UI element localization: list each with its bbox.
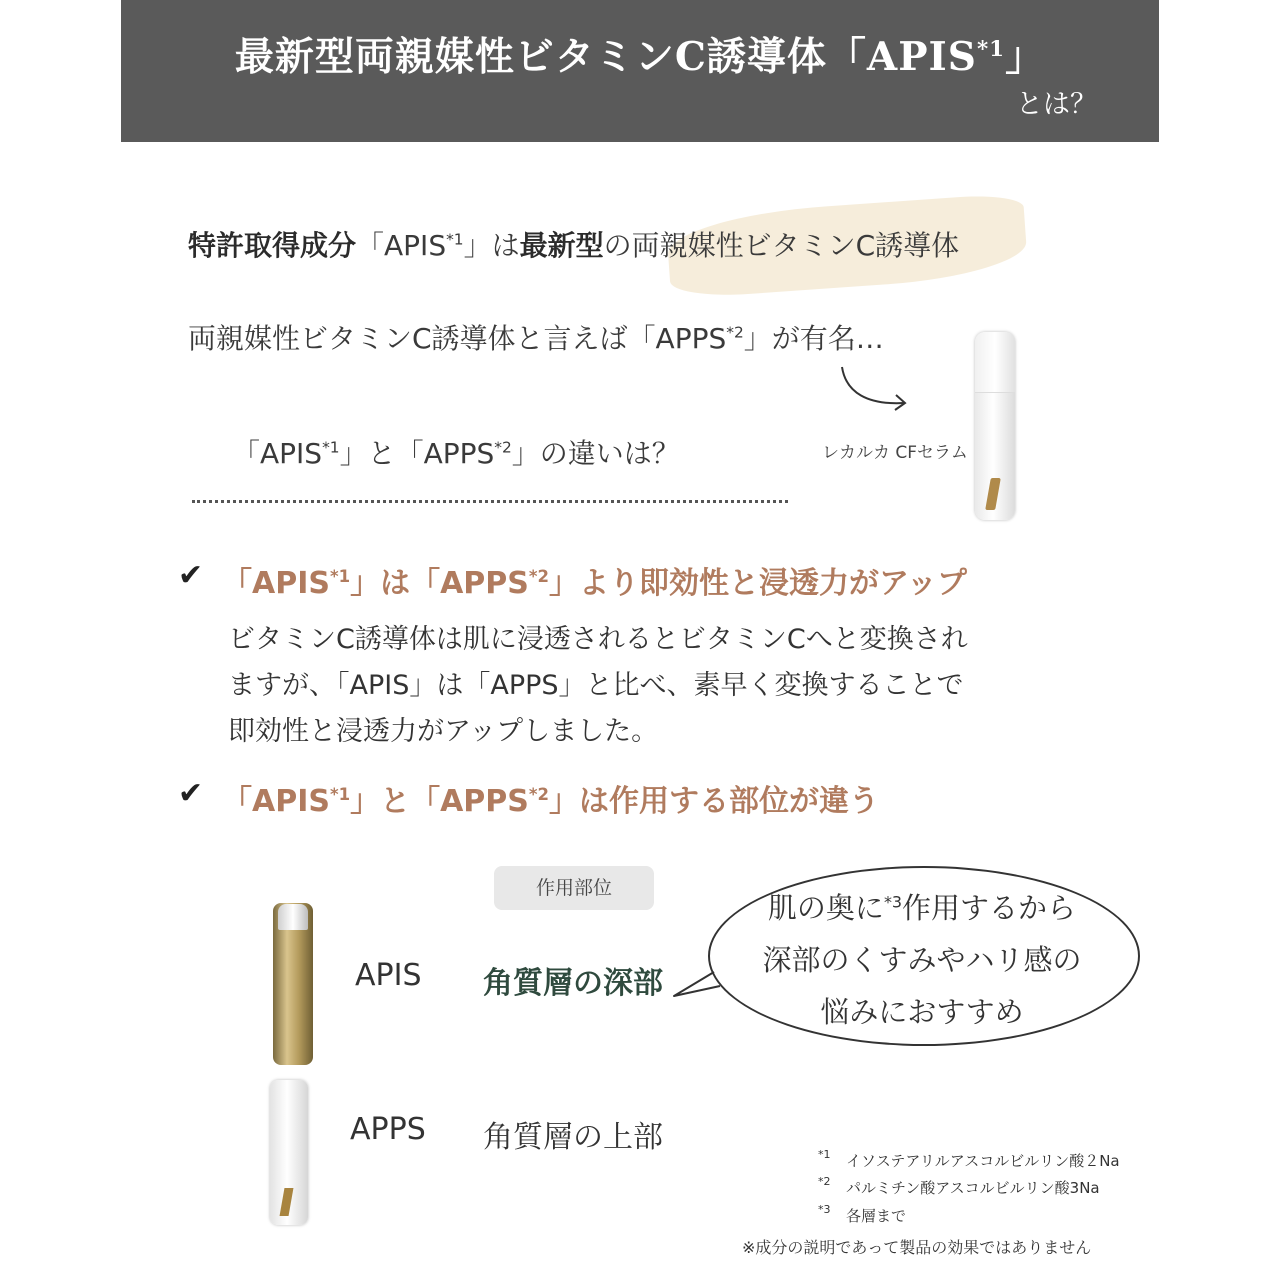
patent-text: 特許取得成分	[188, 229, 357, 262]
famous-text: 」が有名…	[743, 322, 884, 355]
footnote-3: 各層まで	[846, 1207, 907, 1225]
bubble-line-3: 悩みにおすすめ	[820, 995, 1024, 1029]
site-of-action-header: 作用部位	[494, 866, 654, 910]
apis-row-name: APIS	[355, 958, 422, 993]
newest-text: 最新型	[519, 229, 604, 262]
apps-text: 」は「APPS	[350, 566, 529, 601]
footnote-ref: *3	[883, 892, 903, 912]
point-1-heading	[222, 558, 967, 602]
question-line	[232, 432, 680, 472]
curved-arrow-icon	[838, 365, 913, 415]
footnote-ref: *1	[446, 230, 464, 249]
apis-text: 「APIS	[222, 566, 330, 601]
header-banner	[121, 0, 1159, 142]
heading-rest: 」は作用する部位が違う	[549, 784, 880, 819]
footnote-mark: *2	[818, 1175, 831, 1188]
footnote-ref: *1	[322, 438, 340, 457]
apis-text: 「APIS	[356, 229, 447, 262]
apis-text: 「APIS	[232, 437, 323, 470]
apis-text: 「APIS	[222, 784, 330, 819]
serum-bottle-cap	[975, 332, 1015, 393]
apps-intro-text: 両親媒性ビタミンC誘導体と言えば「APPS	[188, 322, 727, 355]
point-1-body	[228, 617, 1078, 755]
body-line: ビタミンC誘導体は肌に浸透されるとビタミンCへと変換され	[228, 624, 968, 655]
bubble-text: 作用するから	[902, 891, 1077, 925]
check-icon: ✔	[178, 558, 204, 593]
footnote-ref: *1	[329, 785, 351, 804]
footnote-mark: *3	[818, 1203, 831, 1216]
title-text: 最新型両親媒性ビタミンC誘導体「APIS	[234, 34, 977, 80]
bubble-line-1	[708, 886, 1136, 927]
page-subtitle: とは？	[1016, 89, 1097, 120]
footnote-mark: *1	[818, 1148, 831, 1161]
footnote-2: パルミチン酸アスコルビルリン酸3Na	[846, 1179, 1100, 1197]
apis-bottle-cap	[278, 904, 308, 930]
product-label: レカルカ CFセラム	[822, 443, 968, 463]
heading-rest: 」より即効性と浸透力がアップ	[549, 566, 967, 601]
body-line: ますが、「APIS」は「APPS」と比べ、素早く変換することで	[228, 670, 964, 701]
apps-text: 」と「APPS	[350, 784, 529, 819]
connector-text: 」は	[463, 229, 520, 262]
footnote-ref: *2	[494, 438, 512, 457]
check-icon: ✔	[178, 776, 204, 811]
bubble-text: 肌の奥に	[767, 891, 884, 925]
apis-row-value: 角質層の深部	[483, 966, 663, 1001]
disclaimer: ※成分の説明であって製品の効果ではありません	[742, 1238, 1092, 1257]
title-close: 」	[1005, 34, 1046, 80]
body-line: 即効性と浸透力がアップしました。	[228, 716, 659, 747]
footnote-ref: *2	[528, 785, 550, 804]
footnote-ref: *2	[726, 323, 744, 342]
footnote-ref: *1	[329, 567, 351, 586]
intro-line-1	[188, 224, 959, 264]
page-title	[121, 26, 1159, 82]
apps-row-value: 角質層の上部	[483, 1120, 663, 1155]
point-2-heading	[222, 776, 879, 820]
apps-row-name: APPS	[350, 1112, 426, 1147]
intro-line-2	[188, 317, 884, 357]
question-text: 」の違いは？	[511, 437, 680, 470]
title-sup: *1	[976, 37, 1006, 62]
derivative-text: の両親媒性ビタミンC誘導体	[603, 229, 960, 262]
footnote-1: イソステアリルアスコルビルリン酸２Na	[846, 1152, 1120, 1170]
dotted-divider	[192, 500, 788, 503]
apps-text: 」と「APPS	[339, 437, 495, 470]
bubble-line-2: 深部のくすみやハリ感の	[762, 943, 1082, 977]
footnote-ref: *2	[528, 567, 550, 586]
